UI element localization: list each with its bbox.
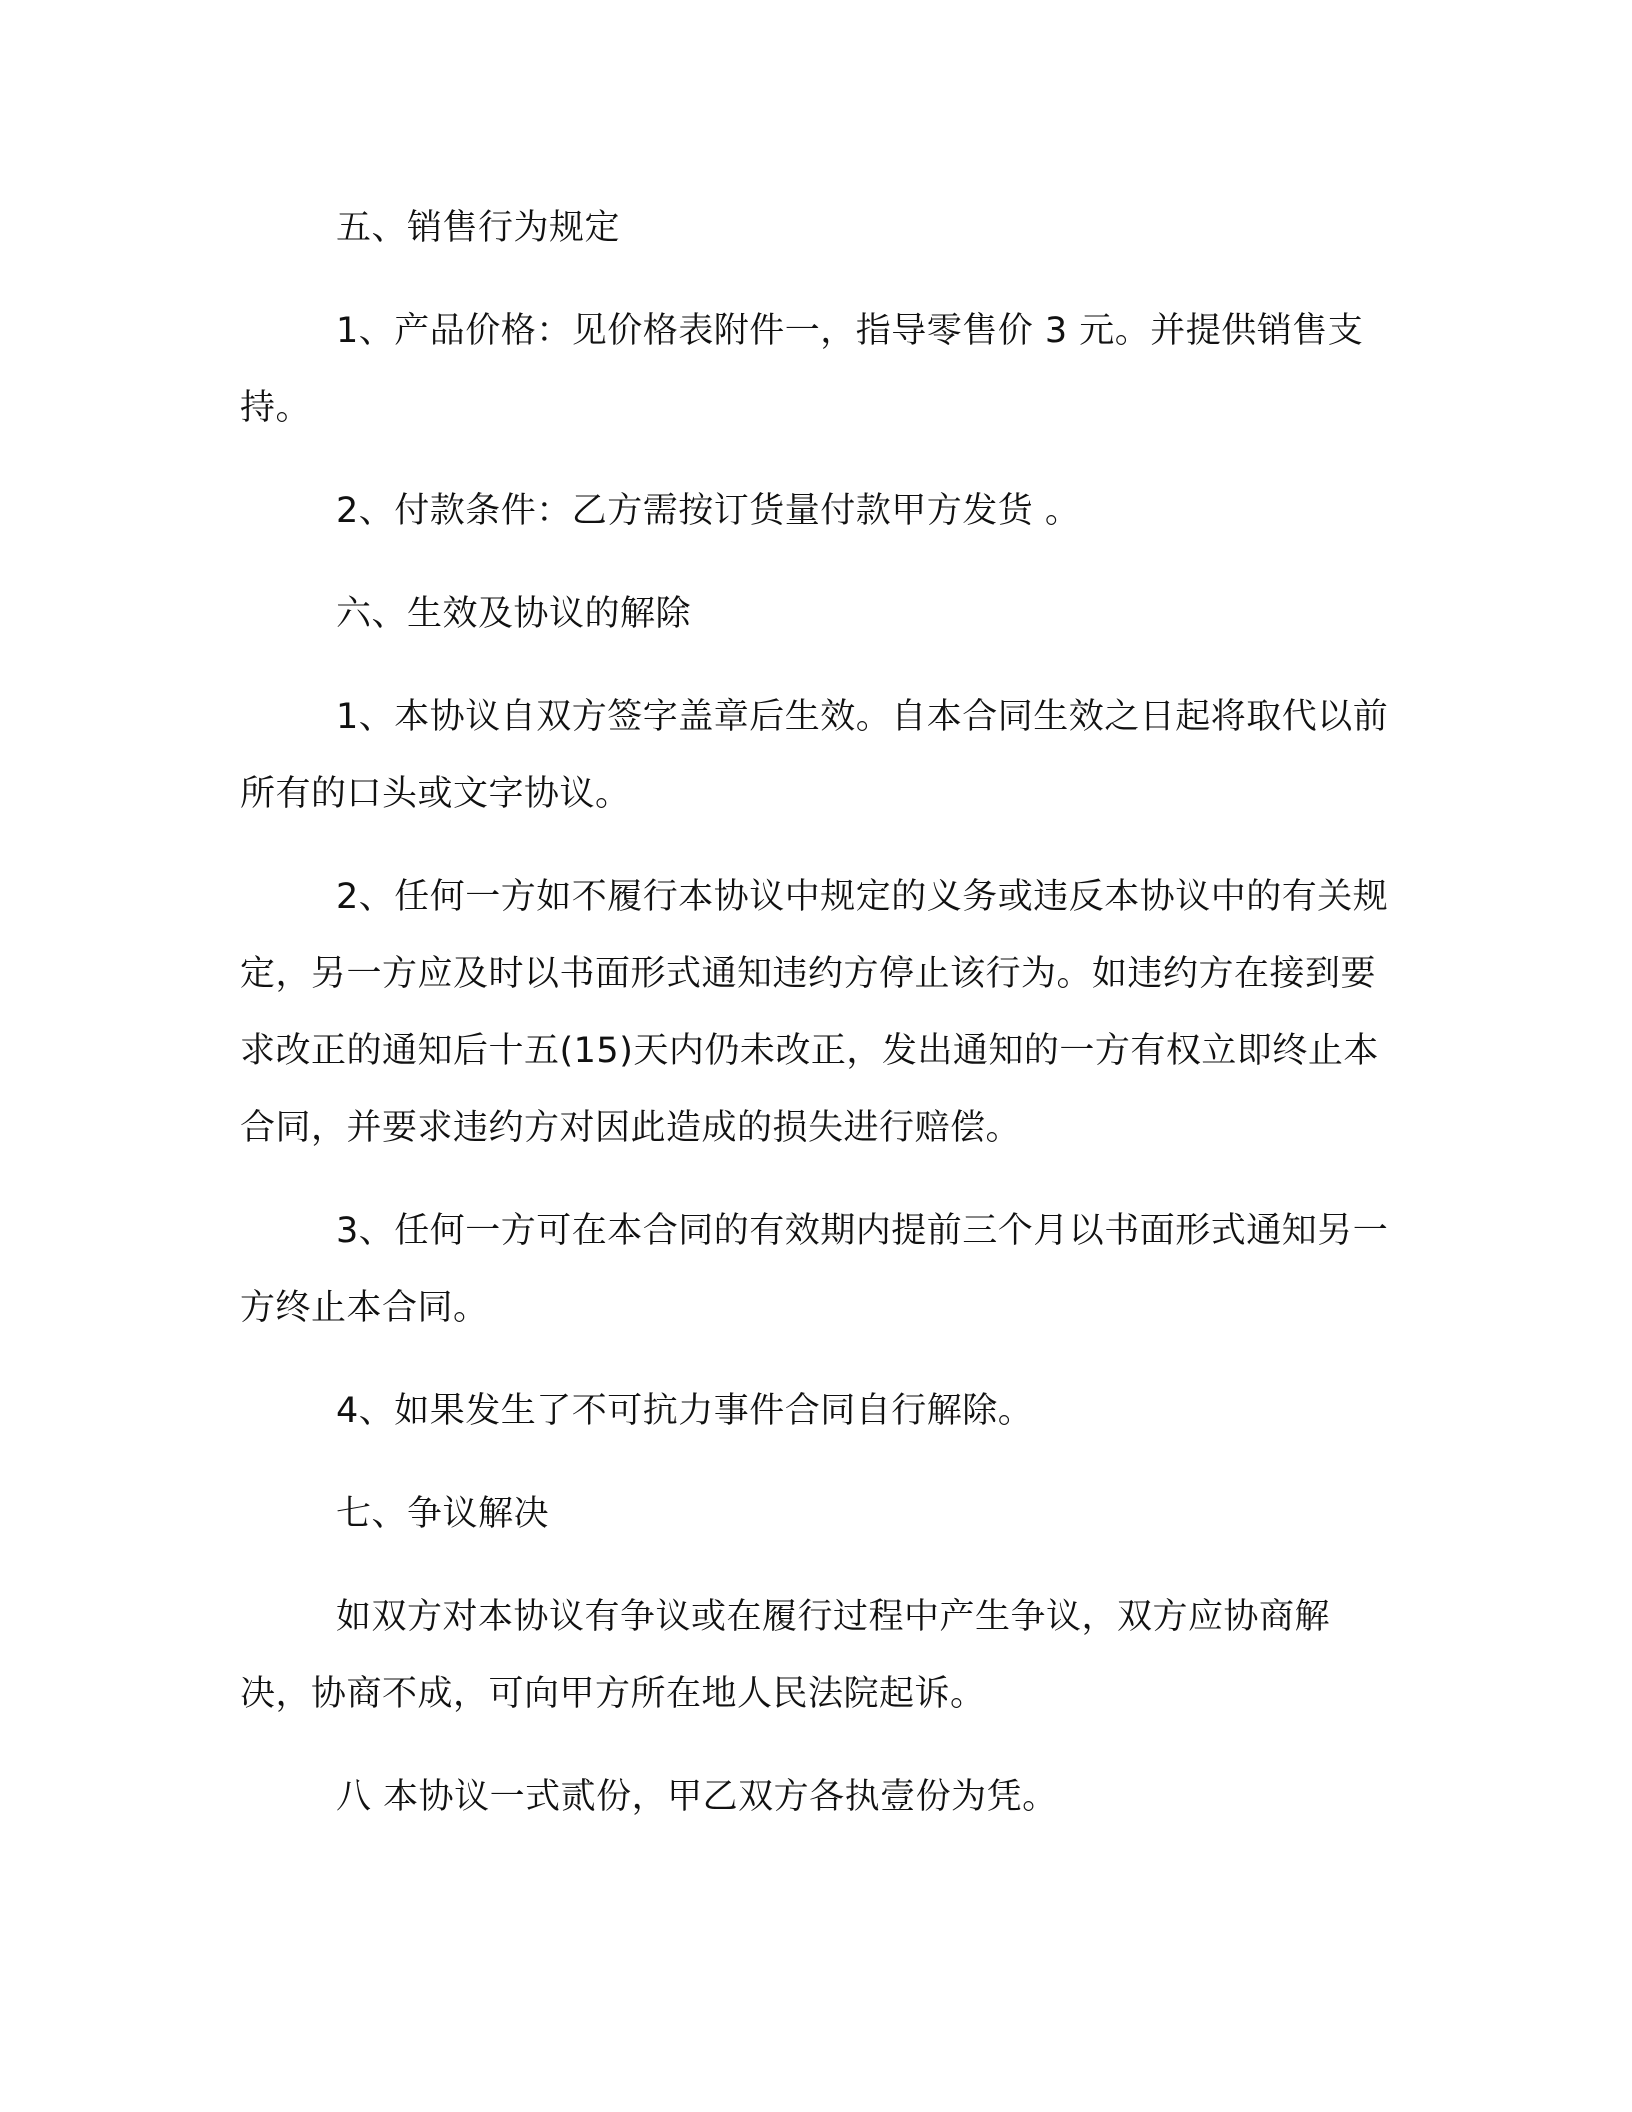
- paragraph-payment-terms: 2、付款条件：乙方需按订货量付款甲方发货 。: [336, 491, 1081, 531]
- paragraph-product-price: 1、产品价格：见价格表附件一，指导零售价 3 元。并提供销售支持。: [240, 311, 1364, 428]
- document-body: [240, 190, 1390, 1836]
- section-heading-sales-rules: 五、销售行为规定: [336, 208, 621, 248]
- paragraph-breach-notice: 2、任何一方如不履行本协议中规定的义务或违反本协议中的有关规定，另一方应及时以书面形式通知违约方停止该行为。如违约方在接到要求改正的通知后十五(15)天内仍未改正，发出通知的一方有权立即终止本合同，并要求违约方对因此造成的损失进行赔偿。: [240, 877, 1389, 1148]
- paragraph-dispute-resolution: 如双方对本协议有争议或在履行过程中产生争议，双方应协商解决，协商不成，可向甲方所在地人民法院起诉。: [240, 1597, 1331, 1714]
- paragraph-early-termination: 3、任何一方可在本合同的有效期内提前三个月以书面形式通知另一方终止本合同。: [240, 1211, 1389, 1328]
- section-heading-effect-termination: 六、生效及协议的解除: [336, 594, 692, 634]
- paragraph-force-majeure: 4、如果发生了不可抗力事件合同自行解除。: [336, 1391, 1034, 1431]
- paragraph-copies: 八 本协议一式贰份，甲乙双方各执壹份为凭。: [336, 1777, 1058, 1817]
- section-heading-dispute-resolution: 七、争议解决: [336, 1494, 550, 1534]
- paragraph-effective-date: 1、本协议自双方签字盖章后生效。自本合同生效之日起将取代以前所有的口头或文字协议。: [240, 697, 1389, 814]
